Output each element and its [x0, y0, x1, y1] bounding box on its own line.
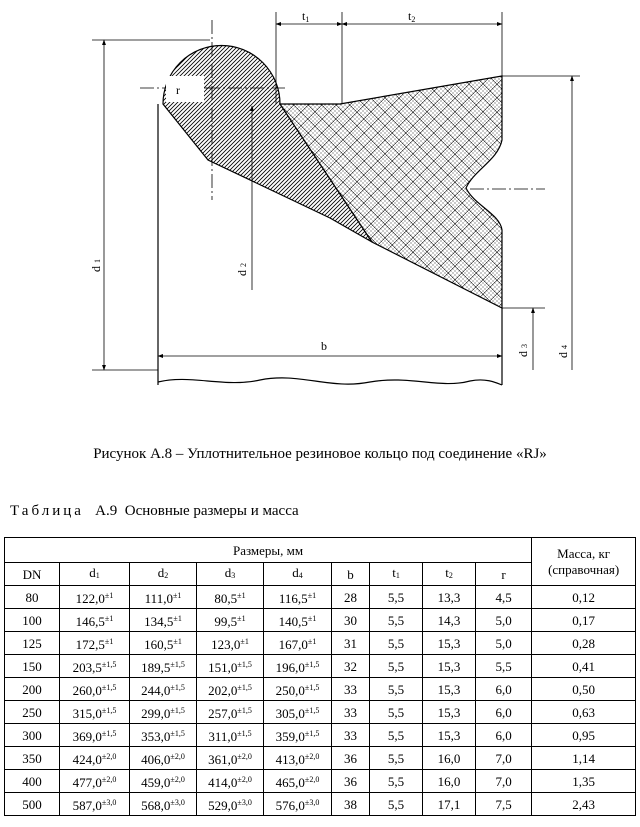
cell-tolerance: ±1: [104, 637, 114, 646]
cell-dn: 500: [5, 793, 60, 816]
cell-value: 99,5: [214, 614, 238, 629]
cell-tolerance: ±1,5: [304, 660, 320, 669]
cell-value: 167,0: [278, 637, 308, 652]
cell-t1: 5,5: [370, 724, 423, 747]
cell-value: 414,0: [208, 775, 238, 790]
cell-d1: [60, 655, 130, 678]
cell-d4: [264, 793, 332, 816]
cell-tolerance: ±2,0: [237, 752, 252, 761]
cell-tolerance: ±1,5: [170, 683, 185, 692]
column-header-base: d: [89, 565, 96, 580]
cell-value: 123,0: [211, 637, 241, 652]
label-t2-sub: 2: [411, 15, 416, 24]
cell-value: 406,0: [141, 752, 171, 767]
mass-header-line1: Масса, кг: [557, 545, 611, 561]
cell-dn: 400: [5, 770, 60, 793]
cell-d1: [60, 632, 130, 655]
cell-value: 353,0: [141, 729, 171, 744]
cell-tolerance: ±3,0: [237, 798, 252, 807]
column-header-cell: [5, 563, 60, 586]
cell-value: 568,0: [141, 798, 171, 813]
cell-r: 5,0: [476, 609, 532, 632]
table-row: [5, 793, 636, 816]
cell-mass: 0,95: [532, 724, 636, 747]
cell-b: 33: [332, 678, 370, 701]
cell-t1: 5,5: [370, 609, 423, 632]
column-header-base: t: [445, 565, 449, 580]
cell-mass: 0,17: [532, 609, 636, 632]
cell-b: 30: [332, 609, 370, 632]
cell-mass: 0,12: [532, 586, 636, 609]
cell-d3: [197, 609, 264, 632]
cell-d2: [130, 747, 197, 770]
cell-t1: 5,5: [370, 793, 423, 816]
cell-dn: 80: [5, 586, 60, 609]
cell-b: 33: [332, 701, 370, 724]
table-body: [5, 538, 636, 816]
cell-t2: 14,3: [423, 609, 476, 632]
cell-d3: [197, 747, 264, 770]
cell-tolerance: ±2,0: [304, 752, 320, 761]
cell-tolerance: ±1,5: [237, 683, 252, 692]
cell-d1: [60, 770, 130, 793]
cell-t1: 5,5: [370, 678, 423, 701]
cell-value: 203,5: [72, 660, 102, 675]
cell-value: 244,0: [141, 683, 171, 698]
cell-r: 4,5: [476, 586, 532, 609]
cell-t1: 5,5: [370, 632, 423, 655]
cell-d2: [130, 793, 197, 816]
cell-value: 576,0: [275, 798, 305, 813]
cell-b: 36: [332, 747, 370, 770]
cell-value: 111,0: [144, 591, 173, 606]
column-header-sub: 1: [95, 571, 100, 580]
cell-dn: 200: [5, 678, 60, 701]
column-header-cell: [332, 563, 370, 586]
label-d4-base: d: [556, 352, 570, 358]
cell-value: 160,5: [144, 637, 174, 652]
cell-tolerance: ±1,5: [101, 660, 117, 669]
column-header-base: d: [224, 565, 232, 580]
table-row: [5, 655, 636, 678]
table-row: [5, 632, 636, 655]
cell-d3: [197, 632, 264, 655]
cell-tolerance: ±1,5: [101, 683, 117, 692]
column-header-base: t: [392, 565, 396, 580]
column-header-sub: 1: [395, 571, 400, 580]
cell-b: 36: [332, 770, 370, 793]
cell-tolerance: ±2,0: [101, 775, 117, 784]
cell-tolerance: ±1,5: [170, 729, 185, 738]
mass-header-line2: (справочная): [548, 561, 620, 577]
column-header-cell: [264, 563, 332, 586]
cell-value: 315,0: [72, 706, 102, 721]
label-d3-sub: 3: [520, 344, 529, 348]
cell-tolerance: ±3,0: [304, 798, 320, 807]
cell-tolerance: ±2,0: [237, 775, 252, 784]
table-row: [5, 678, 636, 701]
cell-d3: [197, 724, 264, 747]
cell-value: 151,0: [208, 660, 238, 675]
column-header-base: r: [501, 566, 506, 582]
cell-tolerance: ±3,0: [170, 798, 185, 807]
cell-tolerance: ±1,5: [101, 706, 117, 715]
cell-dn: 250: [5, 701, 60, 724]
column-header-base: d: [292, 565, 299, 580]
cell-d2: [130, 678, 197, 701]
cell-d4: [264, 770, 332, 793]
cell-tolerance: ±1: [307, 614, 317, 623]
cell-t2: 15,3: [423, 701, 476, 724]
label-t2: [408, 9, 415, 24]
cell-value: 134,5: [144, 614, 174, 629]
cell-mass: 0,41: [532, 655, 636, 678]
cell-d3: [197, 770, 264, 793]
cell-value: 257,0: [208, 706, 238, 721]
cell-tolerance: ±2,0: [304, 775, 320, 784]
cell-d4: [264, 586, 332, 609]
column-header-sub: 3: [231, 571, 236, 580]
cell-tolerance: ±1,5: [304, 683, 320, 692]
cell-tolerance: ±1: [237, 591, 246, 600]
cell-d4: [264, 655, 332, 678]
cell-tolerance: ±1,5: [237, 660, 252, 669]
cell-d4: [264, 724, 332, 747]
cell-value: 459,0: [141, 775, 171, 790]
cell-tolerance: ±1,5: [304, 729, 320, 738]
label-b: b: [321, 339, 327, 353]
cell-value: 413,0: [275, 752, 305, 767]
label-d2-base: d: [235, 270, 249, 276]
cell-d4: [264, 747, 332, 770]
cell-t2: 16,0: [423, 770, 476, 793]
cell-d4: [264, 678, 332, 701]
cell-r: 5,5: [476, 655, 532, 678]
cell-d4: [264, 701, 332, 724]
cell-dn: 350: [5, 747, 60, 770]
cell-t1: 5,5: [370, 770, 423, 793]
pipe-break-line: [158, 378, 502, 385]
cell-d4: [264, 632, 332, 655]
column-header-sub: 2: [164, 571, 169, 580]
cell-tolerance: ±1: [240, 637, 249, 646]
cell-d1: [60, 793, 130, 816]
cell-value: 260,0: [72, 683, 102, 698]
cell-d3: [197, 586, 264, 609]
column-header-sub: 4: [298, 571, 303, 580]
cell-dn: 150: [5, 655, 60, 678]
table-header-row-1: [5, 538, 636, 563]
cell-tolerance: ±1: [237, 614, 246, 623]
label-d1-sub: 1: [93, 259, 102, 263]
cell-mass: 0,28: [532, 632, 636, 655]
cell-r: 7,0: [476, 747, 532, 770]
cell-value: 189,5: [141, 660, 171, 675]
label-d1: [89, 259, 103, 272]
cell-d1: [60, 747, 130, 770]
label-t2-base: t: [408, 9, 412, 23]
cell-value: 587,0: [72, 798, 102, 813]
label-d3: [516, 344, 530, 357]
cell-d3: [197, 678, 264, 701]
label-d4-sub: 4: [560, 345, 569, 349]
column-header-base: b: [347, 566, 354, 582]
label-d2-sub: 2: [239, 263, 248, 267]
cell-tolerance: ±1,5: [170, 706, 185, 715]
cell-t1: 5,5: [370, 747, 423, 770]
cell-dn: 300: [5, 724, 60, 747]
cell-value: 146,5: [75, 614, 105, 629]
cell-tolerance: ±1: [307, 637, 317, 646]
column-header-cell: [423, 563, 476, 586]
cell-b: 32: [332, 655, 370, 678]
cell-value: 529,0: [208, 798, 238, 813]
cell-value: 196,0: [275, 660, 305, 675]
cell-b: 38: [332, 793, 370, 816]
cell-tolerance: ±2,0: [170, 775, 185, 784]
cell-value: 465,0: [275, 775, 305, 790]
label-d1-base: d: [89, 266, 103, 272]
cell-t2: 15,3: [423, 678, 476, 701]
cell-value: 369,0: [72, 729, 102, 744]
table-title: [10, 503, 299, 520]
cell-value: 424,0: [72, 752, 102, 767]
dimensions-table: [4, 537, 636, 816]
cell-value: 140,5: [278, 614, 308, 629]
cell-t2: 15,3: [423, 632, 476, 655]
cell-r: 5,0: [476, 632, 532, 655]
cell-dn: 125: [5, 632, 60, 655]
cell-tolerance: ±1: [104, 591, 114, 600]
table-title-label: Таблица: [10, 503, 84, 519]
cell-tolerance: ±2,0: [170, 752, 185, 761]
label-t1-base: t: [302, 9, 306, 23]
cell-t2: 16,0: [423, 747, 476, 770]
cell-value: 122,0: [75, 591, 105, 606]
column-header-base: DN: [22, 566, 42, 582]
column-header-cell: [197, 563, 264, 586]
table-row: [5, 747, 636, 770]
table-row: [5, 770, 636, 793]
cell-d1: [60, 609, 130, 632]
cell-value: 80,5: [214, 591, 238, 606]
cell-value: 359,0: [275, 729, 305, 744]
cell-r: 6,0: [476, 701, 532, 724]
cell-value: 305,0: [275, 706, 305, 721]
cell-d1: [60, 724, 130, 747]
cell-tolerance: ±1,5: [304, 706, 320, 715]
cell-tolerance: ±1: [104, 614, 114, 623]
cell-mass: 2,43: [532, 793, 636, 816]
cell-mass: 1,14: [532, 747, 636, 770]
cell-d4: [264, 609, 332, 632]
cell-d2: [130, 724, 197, 747]
cell-r: 6,0: [476, 678, 532, 701]
cell-t1: 5,5: [370, 655, 423, 678]
cell-d1: [60, 678, 130, 701]
label-t1: [302, 9, 309, 24]
figure-caption: Рисунок А.8 – Уплотнительное резиновое кольцо под соединение «RJ»: [93, 446, 547, 462]
table-row: [5, 724, 636, 747]
cell-value: 361,0: [208, 752, 238, 767]
table-title-number: А.9: [95, 503, 118, 519]
cell-d2: [130, 609, 197, 632]
cell-d2: [130, 655, 197, 678]
group-header-cell: Размеры, мм: [5, 538, 532, 563]
label-d2: [235, 263, 249, 276]
table-title-text: Основные размеры и масса: [124, 503, 299, 519]
cell-value: 311,0: [208, 729, 238, 744]
column-header-sub: 2: [448, 571, 453, 580]
cell-t2: 15,3: [423, 724, 476, 747]
cell-tolerance: ±1: [172, 591, 182, 600]
cell-t2: 15,3: [423, 655, 476, 678]
cell-value: 477,0: [72, 775, 102, 790]
column-header-cell: [130, 563, 197, 586]
cell-dn: 100: [5, 609, 60, 632]
cell-tolerance: ±1: [307, 591, 317, 600]
cell-d1: [60, 586, 130, 609]
cell-b: 33: [332, 724, 370, 747]
cell-t1: 5,5: [370, 586, 423, 609]
cell-b: 28: [332, 586, 370, 609]
cell-d3: [197, 701, 264, 724]
cell-tolerance: ±1,5: [237, 706, 252, 715]
column-header-cell: [476, 563, 532, 586]
cell-tolerance: ±1,5: [237, 729, 252, 738]
cell-d1: [60, 701, 130, 724]
cell-tolerance: ±1: [173, 614, 182, 623]
cell-mass: 1,35: [532, 770, 636, 793]
cell-d2: [130, 701, 197, 724]
cell-value: 116,5: [278, 591, 308, 606]
label-t1-sub: 1: [305, 15, 310, 24]
cell-d2: [130, 632, 197, 655]
cell-d3: [197, 793, 264, 816]
label-d3-base: d: [516, 351, 530, 357]
cell-tolerance: ±2,0: [101, 752, 117, 761]
table-row: [5, 609, 636, 632]
label-d4: [556, 345, 570, 358]
column-header-cell: [60, 563, 130, 586]
r-label-box: [166, 76, 204, 102]
table-row: [5, 586, 636, 609]
cell-tolerance: ±3,0: [101, 798, 117, 807]
cell-value: 172,5: [75, 637, 105, 652]
label-r: r: [176, 83, 180, 97]
cell-tolerance: ±1,5: [101, 729, 117, 738]
cell-t1: 5,5: [370, 701, 423, 724]
cell-mass: 0,63: [532, 701, 636, 724]
column-header-base: d: [157, 565, 165, 580]
cell-d2: [130, 586, 197, 609]
cell-b: 31: [332, 632, 370, 655]
cell-r: 7,5: [476, 793, 532, 816]
mass-header-cell: [532, 538, 636, 586]
cell-t2: 13,3: [423, 586, 476, 609]
cell-value: 202,0: [208, 683, 238, 698]
cell-r: 6,0: [476, 724, 532, 747]
table-row: [5, 701, 636, 724]
cell-mass: 0,50: [532, 678, 636, 701]
cell-value: 250,0: [275, 683, 305, 698]
cell-d3: [197, 655, 264, 678]
cell-value: 299,0: [141, 706, 171, 721]
cell-t2: 17,1: [423, 793, 476, 816]
cell-r: 7,0: [476, 770, 532, 793]
cell-d2: [130, 770, 197, 793]
cell-tolerance: ±1: [173, 637, 182, 646]
column-header-cell: [370, 563, 423, 586]
cell-tolerance: ±1,5: [170, 660, 185, 669]
